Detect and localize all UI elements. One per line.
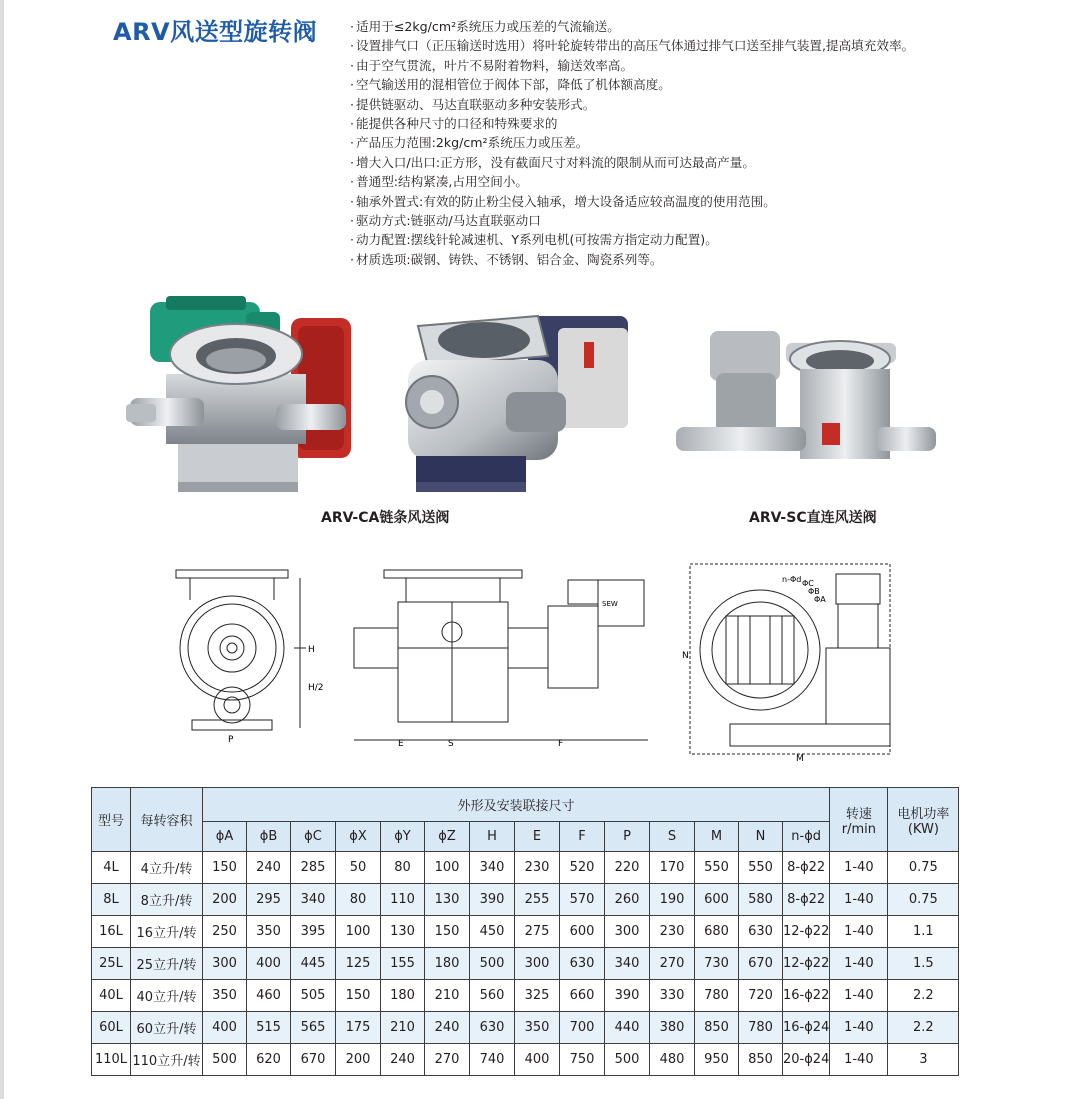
table-cell: 1-40 (830, 852, 888, 884)
table-cell: 600 (560, 916, 605, 948)
table-cell: 20-ϕ24 (783, 1044, 830, 1076)
table-cell: 100 (425, 852, 470, 884)
feature-item: · 动力配置:摆线针轮减速机、Y系列电机(可按需方指定动力配置)。 (350, 230, 914, 249)
drawing-end-view (682, 560, 900, 766)
table-cell: 780 (695, 980, 739, 1012)
photo-arv-ca-chain-valve (126, 294, 358, 496)
table-cell: 210 (425, 980, 470, 1012)
table-cell: 390 (605, 980, 650, 1012)
header-capacity: 每转容积 (131, 788, 203, 852)
feature-item: · 普通型:结构紧凑,占用空间小。 (350, 172, 914, 191)
table-cell: 60L (92, 1012, 131, 1044)
table-cell: 25立升/转 (131, 948, 203, 980)
table-cell: 270 (425, 1044, 470, 1076)
table-cell: 80 (381, 852, 425, 884)
label-e: E (398, 739, 404, 749)
table-cell: 260 (605, 884, 650, 916)
feature-item: · 轴承外置式:有效的防止粉尘侵入轴承，增大设备适应较高温度的使用范围。 (350, 192, 914, 211)
table-cell: 180 (381, 980, 425, 1012)
table-cell: 230 (515, 852, 560, 884)
header-dim: N (739, 822, 783, 852)
feature-item: · 空气输送用的混相管位于阀体下部，降低了机体额高度。 (350, 75, 914, 94)
table-cell: 8L (92, 884, 131, 916)
header-dimensions-group: 外形及安装联接尺寸 (203, 788, 830, 822)
table-cell: 750 (560, 1044, 605, 1076)
table-cell: 515 (247, 1012, 291, 1044)
drawing-front-view (170, 560, 330, 750)
table-cell: 630 (739, 916, 783, 948)
table-cell: 255 (515, 884, 560, 916)
table-cell: 210 (381, 1012, 425, 1044)
table-cell: 8立升/转 (131, 884, 203, 916)
label-f: F (558, 739, 564, 749)
table-cell: 500 (203, 1044, 247, 1076)
table-cell: 450 (470, 916, 515, 948)
table-row (92, 852, 959, 884)
table-cell: 340 (605, 948, 650, 980)
table-cell: 240 (247, 852, 291, 884)
table-cell: 740 (470, 1044, 515, 1076)
table-cell: 175 (336, 1012, 381, 1044)
label-n: N (682, 651, 689, 661)
label-nd: n-Φd (782, 575, 802, 584)
table-cell: 330 (650, 980, 695, 1012)
photo-valve-center (398, 296, 634, 502)
table-cell: 300 (605, 916, 650, 948)
table-cell: 670 (291, 1044, 336, 1076)
table-cell: 155 (381, 948, 425, 980)
table-cell: 570 (560, 884, 605, 916)
table-cell: 130 (425, 884, 470, 916)
table-cell: 240 (381, 1044, 425, 1076)
table-cell: 340 (291, 884, 336, 916)
table-cell: 80 (336, 884, 381, 916)
table-cell: 40立升/转 (131, 980, 203, 1012)
label-p: P (228, 735, 234, 745)
header-dim: E (515, 822, 560, 852)
spec-table (91, 787, 959, 1076)
table-cell: 230 (650, 916, 695, 948)
table-cell: 8-ϕ22 (783, 852, 830, 884)
header-dim: ϕX (336, 822, 381, 852)
header-dim: M (695, 822, 739, 852)
table-cell: 12-ϕ22 (783, 948, 830, 980)
table-cell: 730 (695, 948, 739, 980)
table-cell: 1-40 (830, 1044, 888, 1076)
header-dim: P (605, 822, 650, 852)
header-speed: 转速 r/min (830, 788, 888, 852)
table-cell: 780 (739, 1012, 783, 1044)
table-cell: 25L (92, 948, 131, 980)
table-cell: 275 (515, 916, 560, 948)
table-cell: 4立升/转 (131, 852, 203, 884)
table-cell: 700 (560, 1012, 605, 1044)
label-s: S (448, 739, 454, 749)
table-cell: 500 (605, 1044, 650, 1076)
table-cell: 16立升/转 (131, 916, 203, 948)
table-cell: 1-40 (830, 916, 888, 948)
table-cell: 400 (515, 1044, 560, 1076)
header-dim: ϕC (291, 822, 336, 852)
table-cell: 565 (291, 1012, 336, 1044)
table-cell: 630 (470, 1012, 515, 1044)
table-row (92, 948, 959, 980)
table-cell: 400 (203, 1012, 247, 1044)
label-b: ΦB (808, 587, 820, 596)
table-cell: 130 (381, 916, 425, 948)
drawing-side-view (348, 562, 668, 750)
table-cell: 110立升/转 (131, 1044, 203, 1076)
table-row (92, 1012, 959, 1044)
table-cell: 16-ϕ22 (783, 980, 830, 1012)
label-c: ΦC (802, 579, 814, 588)
label-a: ΦA (814, 595, 826, 604)
table-cell: 285 (291, 852, 336, 884)
table-cell: 295 (247, 884, 291, 916)
table-cell: 3 (888, 1044, 959, 1076)
table-cell: 670 (739, 948, 783, 980)
feature-item: · 材质选项:碳钢、铸铁、不锈钢、铝合金、陶瓷系列等。 (350, 250, 914, 269)
header-dim: ϕY (381, 822, 425, 852)
left-edge-strip (0, 0, 4, 1099)
table-cell: 550 (739, 852, 783, 884)
table-cell: 505 (291, 980, 336, 1012)
header-dim: ϕB (247, 822, 291, 852)
table-cell: 16L (92, 916, 131, 948)
table-cell: 1-40 (830, 884, 888, 916)
label-h2: H/2 (308, 683, 324, 693)
feature-item: · 能提供各种尺寸的口径和特殊要求的 (350, 114, 914, 133)
photo-arv-sc-direct-valve (676, 323, 936, 473)
label-h: H (308, 645, 315, 655)
table-cell: 2.2 (888, 980, 959, 1012)
feature-item: · 驱动方式:链驱动/马达直联驱动口 (350, 211, 914, 230)
table-cell: 950 (695, 1044, 739, 1076)
header-dim: S (650, 822, 695, 852)
table-cell: 440 (605, 1012, 650, 1044)
table-cell: 1-40 (830, 948, 888, 980)
table-cell: 720 (739, 980, 783, 1012)
label-sew: SEW (602, 600, 618, 608)
header-dim: H (470, 822, 515, 852)
table-cell: 500 (470, 948, 515, 980)
table-cell: 850 (739, 1044, 783, 1076)
table-cell: 4L (92, 852, 131, 884)
table-cell: 220 (605, 852, 650, 884)
table-cell: 580 (739, 884, 783, 916)
table-cell: 620 (247, 1044, 291, 1076)
feature-item: · 产品压力范围:2kg/cm²系统压力或压差。 (350, 133, 914, 152)
caption-arv-ca: ARV-CA链条风送阀 (321, 510, 450, 526)
table-cell: 60立升/转 (131, 1012, 203, 1044)
header-dim: F (560, 822, 605, 852)
table-cell: 110L (92, 1044, 131, 1076)
page-title: ARV风送型旋转阀 (113, 18, 318, 46)
feature-item: · 由于空气贯流，叶片不易附着物料，输送效率高。 (350, 56, 914, 75)
feature-item: · 提供链驱动、马达直联驱动多种安装形式。 (350, 95, 914, 114)
header-dim: n-ϕd (783, 822, 830, 852)
table-cell: 12-ϕ22 (783, 916, 830, 948)
table-cell: 300 (203, 948, 247, 980)
table-cell: 350 (247, 916, 291, 948)
header-dim: ϕZ (425, 822, 470, 852)
table-cell: 1.1 (888, 916, 959, 948)
table-cell: 630 (560, 948, 605, 980)
feature-item: · 适用于≤2kg/cm²系统压力或压差的气流输送。 (350, 17, 914, 36)
table-cell: 16-ϕ24 (783, 1012, 830, 1044)
table-cell: 8-ϕ22 (783, 884, 830, 916)
table-cell: 660 (560, 980, 605, 1012)
table-cell: 0.75 (888, 884, 959, 916)
table-row (92, 980, 959, 1012)
table-cell: 480 (650, 1044, 695, 1076)
header-dim: ϕA (203, 822, 247, 852)
table-cell: 350 (203, 980, 247, 1012)
table-cell: 200 (336, 1044, 381, 1076)
table-cell: 0.75 (888, 852, 959, 884)
table-cell: 390 (470, 884, 515, 916)
table-cell: 1-40 (830, 980, 888, 1012)
table-row (92, 916, 959, 948)
table-cell: 150 (425, 916, 470, 948)
table-cell: 200 (203, 884, 247, 916)
table-cell: 2.2 (888, 1012, 959, 1044)
table-cell: 250 (203, 916, 247, 948)
table-cell: 110 (381, 884, 425, 916)
table-cell: 300 (515, 948, 560, 980)
table-cell: 350 (515, 1012, 560, 1044)
table-cell: 445 (291, 948, 336, 980)
table-cell: 395 (291, 916, 336, 948)
table-cell: 270 (650, 948, 695, 980)
table-cell: 50 (336, 852, 381, 884)
table-row (92, 884, 959, 916)
table-cell: 170 (650, 852, 695, 884)
table-cell: 180 (425, 948, 470, 980)
caption-arv-sc: ARV-SC直连风送阀 (749, 510, 877, 526)
feature-list (350, 17, 914, 269)
table-row (92, 1044, 959, 1076)
table-cell: 40L (92, 980, 131, 1012)
header-model: 型号 (92, 788, 131, 852)
header-power: 电机功率 (KW) (888, 788, 959, 852)
table-cell: 190 (650, 884, 695, 916)
label-m: M (796, 754, 804, 764)
table-cell: 520 (560, 852, 605, 884)
table-cell: 1.5 (888, 948, 959, 980)
table-cell: 125 (336, 948, 381, 980)
table-cell: 380 (650, 1012, 695, 1044)
table-cell: 1-40 (830, 1012, 888, 1044)
table-cell: 600 (695, 884, 739, 916)
table-cell: 340 (470, 852, 515, 884)
table-cell: 550 (695, 852, 739, 884)
table-cell: 680 (695, 916, 739, 948)
table-cell: 850 (695, 1012, 739, 1044)
table-cell: 150 (203, 852, 247, 884)
table-cell: 460 (247, 980, 291, 1012)
table-cell: 240 (425, 1012, 470, 1044)
table-cell: 560 (470, 980, 515, 1012)
table-cell: 325 (515, 980, 560, 1012)
table-cell: 100 (336, 916, 381, 948)
table-cell: 400 (247, 948, 291, 980)
table-cell: 150 (336, 980, 381, 1012)
feature-item: · 设置排气口（正压输送时选用）将叶轮旋转带出的高压气体通过排气口送至排气装置,提高填充效率。 (350, 36, 914, 55)
feature-item: · 增大入口/出口:正方形，没有截面尺寸对料流的限制从而可达最高产量。 (350, 153, 914, 172)
